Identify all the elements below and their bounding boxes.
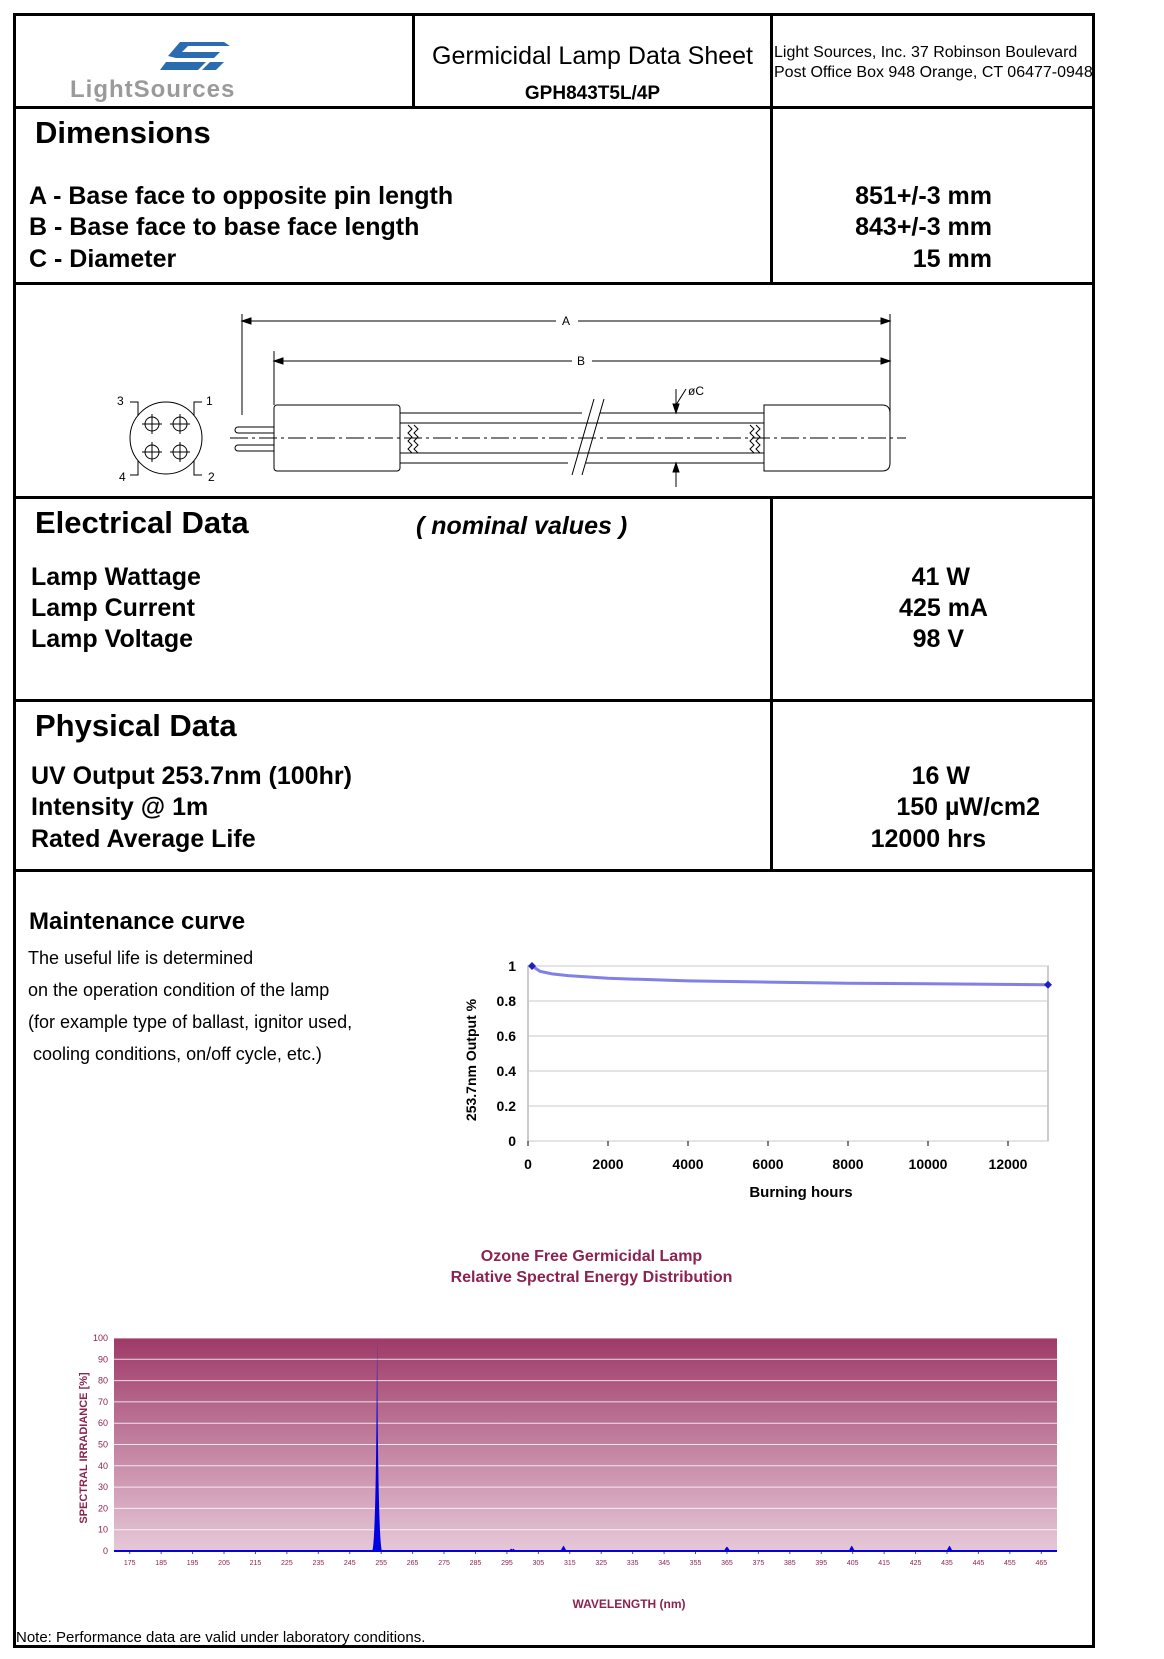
spectrum-y-tick: 10 (97, 1524, 108, 1535)
dimensions-title: Dimensions (35, 115, 211, 150)
rated-life-label: Rated Average Life (31, 825, 256, 853)
spectrum-x-tick: 245 (343, 1560, 356, 1567)
lamp-technical-drawing (16, 285, 1092, 496)
lamp-voltage-label: Lamp Voltage (31, 625, 194, 653)
dimension-c-label: C - Diameter (29, 245, 177, 273)
footer-note: Note: Performance data are valid under laboratory conditions. (16, 1629, 426, 1646)
maintenance-x-tick: 6000 (752, 1156, 784, 1172)
lamp-current-label: Lamp Current (31, 594, 195, 622)
spectrum-x-tick: 275 (438, 1560, 450, 1567)
maintenance-x-tick: 2000 (592, 1156, 624, 1172)
maintenance-y-tick: 0 (508, 1133, 516, 1149)
spectrum-x-tick: 175 (123, 1560, 136, 1567)
maintenance-x-tick: 4000 (672, 1156, 704, 1172)
electrical-title: Electrical Data (35, 505, 249, 540)
logo-text: LightSources (70, 76, 236, 103)
spectrum-x-tick: 255 (375, 1560, 388, 1567)
spectrum-x-tick: 465 (1035, 1560, 1048, 1567)
spectrum-x-tick: 425 (909, 1560, 922, 1567)
spectrum-chart-ylabel: SPECTRAL IRRADIANCE [%] (78, 1372, 90, 1524)
spectrum-x-tick: 295 (501, 1560, 513, 1567)
dimension-c-value: 15 mm (912, 245, 992, 273)
maintenance-title: Maintenance curve (29, 908, 246, 935)
spectrum-x-tick: 355 (689, 1560, 702, 1567)
label-c: øC (688, 384, 704, 398)
spectrum-x-tick: 285 (469, 1560, 482, 1567)
spectrum-chart-xlabel: WAVELENGTH (nm) (572, 1597, 686, 1611)
maintenance-x-tick: 12000 (988, 1156, 1028, 1172)
dimension-a-value: 851+/-3 mm (855, 182, 992, 210)
dimension-a-label: A - Base face to opposite pin length (29, 182, 454, 210)
spectrum-x-tick: 395 (815, 1560, 828, 1567)
spectrum-chart (70, 1330, 1120, 1620)
maintenance-chart (440, 935, 1090, 1205)
pin-label-4: 4 (119, 470, 126, 484)
physical-title: Physical Data (35, 708, 237, 743)
model-number: GPH843T5L/4P (524, 83, 661, 104)
spectrum-x-tick: 335 (626, 1560, 639, 1567)
spectrum-x-tick: 405 (846, 1560, 859, 1567)
spectrum-x-tick: 185 (155, 1560, 167, 1567)
spectrum-y-tick: 40 (97, 1460, 108, 1471)
address-line-2: Post Office Box 948 Orange, CT 06477-0948 (774, 64, 1093, 81)
spectrum-x-tick: 195 (186, 1560, 199, 1567)
spectrum-x-tick: 215 (249, 1560, 262, 1567)
spectrum-x-tick: 325 (595, 1560, 608, 1567)
maintenance-text-1: The useful life is determined (28, 948, 254, 968)
pin-label-1: 1 (206, 394, 213, 408)
spectrum-x-tick: 455 (1004, 1560, 1016, 1567)
maintenance-y-tick: 1 (508, 958, 516, 974)
spectrum-y-tick: 30 (97, 1482, 108, 1493)
label-a: A (562, 314, 571, 328)
spectrum-y-tick: 0 (102, 1546, 108, 1556)
logo-icon (158, 38, 234, 74)
pin-label-2: 2 (208, 470, 215, 484)
intensity-value: 150 µW/cm2 (896, 793, 1040, 821)
maintenance-y-tick: 0.6 (496, 1028, 516, 1044)
electrical-subtitle: ( nominal values ) (416, 512, 628, 540)
maintenance-text-2: on the operation condition of the lamp (28, 980, 330, 1000)
spectrum-y-tick: 50 (97, 1439, 108, 1450)
maintenance-x-tick: 10000 (908, 1156, 948, 1172)
spectrum-x-tick: 205 (218, 1560, 230, 1567)
lamp-current-value: 425 mA (899, 594, 988, 622)
spectrum-x-tick: 265 (406, 1560, 419, 1567)
spectrum-x-tick: 225 (281, 1560, 293, 1567)
spectrum-chart-title: Ozone Free Germicidal Lamp (480, 1248, 703, 1265)
maintenance-text-4: cooling conditions, on/off cycle, etc.) (28, 1044, 322, 1064)
spectrum-y-tick: 90 (97, 1354, 108, 1365)
spectrum-y-tick: 20 (97, 1503, 108, 1514)
lamp-voltage-value: 98 V (912, 625, 964, 653)
label-b: B (577, 354, 586, 368)
spectrum-x-tick: 415 (878, 1560, 890, 1567)
spectrum-y-tick: 60 (97, 1418, 108, 1429)
maintenance-y-tick: 0.4 (496, 1063, 516, 1079)
address-line-1: Light Sources, Inc. 37 Robinson Boulevard (774, 44, 1078, 61)
spectrum-y-tick: 80 (97, 1375, 108, 1386)
spectrum-x-tick: 435 (941, 1560, 953, 1567)
spectrum-x-tick: 235 (312, 1560, 325, 1567)
spectrum-x-tick: 445 (972, 1560, 985, 1567)
spectrum-x-tick: 315 (563, 1560, 576, 1567)
document-title: Germicidal Lamp Data Sheet (432, 42, 753, 70)
uv-output-value: 16 W (911, 762, 970, 790)
spectrum-chart-subtitle: Relative Spectral Energy Distribution (450, 1269, 733, 1286)
spectrum-x-tick: 345 (658, 1560, 670, 1567)
spectrum-x-tick: 305 (532, 1560, 545, 1567)
spectrum-y-tick: 100 (92, 1333, 108, 1343)
pin-label-3: 3 (117, 394, 124, 408)
lamp-wattage-value: 41 W (911, 563, 970, 591)
rated-life-value: 12000 hrs (870, 825, 986, 853)
dimension-b-label: B - Base face to base face length (29, 213, 420, 241)
dimension-b-value: 843+/-3 mm (855, 213, 992, 241)
maintenance-y-tick: 0.2 (496, 1098, 516, 1114)
maintenance-x-tick: 8000 (832, 1156, 864, 1172)
lamp-wattage-label: Lamp Wattage (31, 563, 201, 591)
intensity-label: Intensity @ 1m (31, 793, 209, 821)
spectrum-x-tick: 385 (783, 1560, 796, 1567)
maintenance-text-3: (for example type of ballast, ignitor used, (28, 1012, 353, 1032)
spectrum-x-tick: 375 (752, 1560, 765, 1567)
maintenance-plot-area (528, 966, 1048, 1141)
spectrum-y-tick: 70 (97, 1396, 108, 1407)
maintenance-chart-xlabel: Burning hours (749, 1184, 853, 1201)
maintenance-chart-ylabel: 253.7nm Output % (463, 998, 479, 1122)
uv-output-label: UV Output 253.7nm (100hr) (31, 762, 352, 790)
maintenance-y-tick: 0.8 (496, 993, 516, 1009)
spectrum-x-tick: 365 (721, 1560, 733, 1567)
maintenance-x-tick: 0 (524, 1156, 532, 1172)
